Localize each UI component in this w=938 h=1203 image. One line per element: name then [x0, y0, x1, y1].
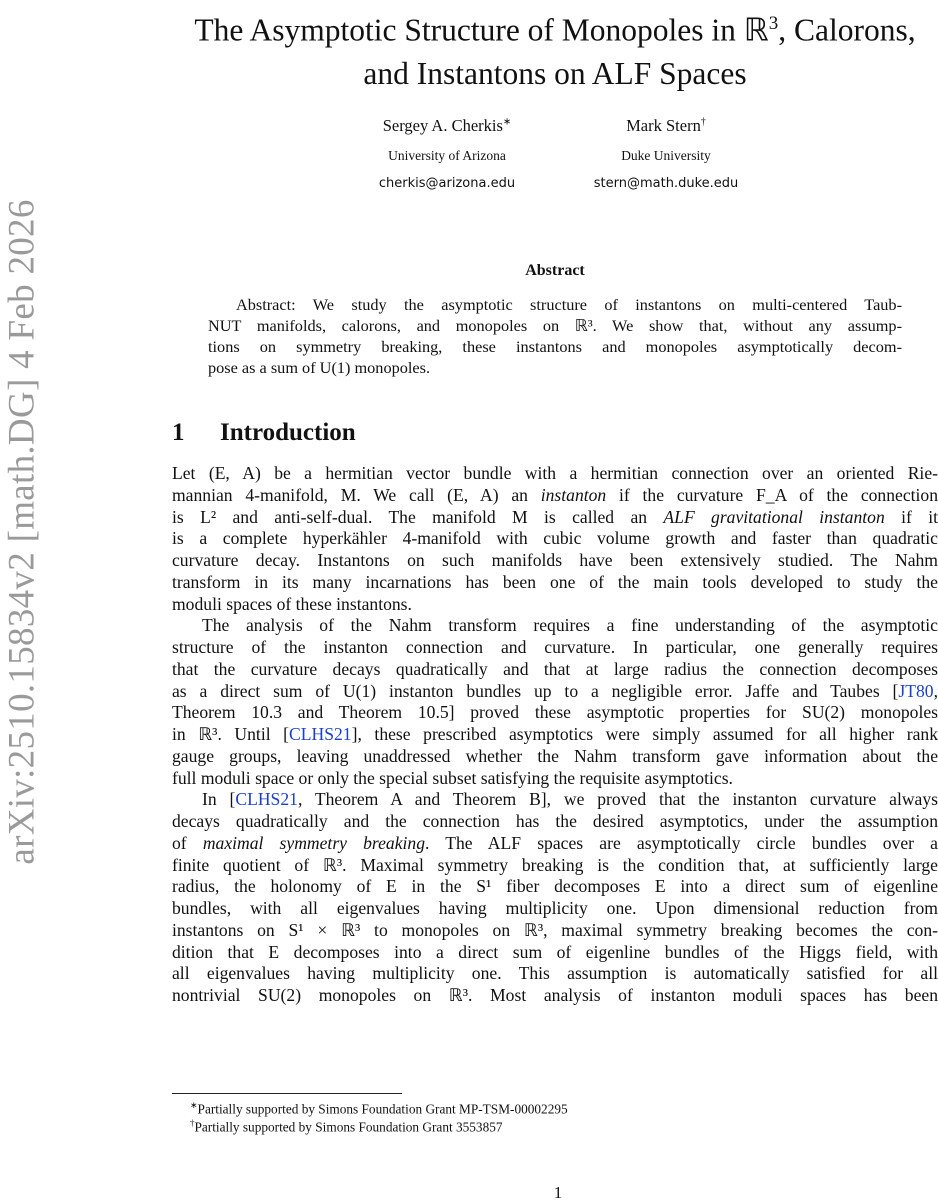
author-block [546, 116, 786, 191]
text-line [172, 876, 938, 898]
text-segment: radius, the holonomy of E in the S¹ fiber decomposes E into a direct sum of eigenline [172, 876, 938, 897]
emphasized-term: ALF gravitational instanton [663, 506, 885, 527]
author-affiliation: University of Arizona [388, 148, 506, 163]
text-segment: Theorem 10.3 and Theorem 10.5] proved these asymptotic properties for SU(2) monopoles [172, 702, 938, 723]
text-segment: structure of the instanton connection and curvature. In particular, one generally requires [172, 637, 938, 657]
text-segment: all eigenvalues having multiplicity one. This assumption is automatically satisfied for all [172, 963, 938, 984]
text-segment: NUT manifolds, calorons, and monopoles on ℝ³. We show that, without any assump- [208, 316, 902, 335]
footnote-text: Partially supported by Simons Foundation Grant 3553857 [194, 1119, 503, 1135]
text-segment: if it [884, 506, 938, 527]
footnote-text: Partially supported by Simons Foundation Grant MP-TSM-00002295 [197, 1101, 568, 1117]
text-segment: Let (E, A) be a hermitian vector bundle with a hermitian connection over an oriented Rie- [172, 463, 938, 483]
footnote-divider [172, 1093, 402, 1094]
text-line [172, 768, 938, 790]
title-line-1: The Asymptotic Structure of Monopoles in ℝ [194, 12, 769, 48]
text-line [208, 357, 902, 378]
author-name: Mark Stern [626, 116, 701, 135]
section-number: 1 [172, 419, 185, 446]
text-segment: is a complete hyperkähler 4-manifold with cubic volume growth and faster than quadratic [172, 528, 938, 549]
text-segment: moduli spaces of these instantons. [172, 593, 412, 614]
text-segment: of [172, 832, 203, 853]
text-line [172, 572, 938, 594]
text-segment: dition that E decomposes into a direct sum of eigenline bundles of the Higgs field, with [172, 941, 938, 962]
text-segment: The analysis of the Nahm transform requires a fine understanding of the asymptotic [202, 615, 938, 636]
text-line [172, 898, 938, 920]
citation-link[interactable]: CLHS21 [235, 789, 298, 810]
emphasized-term: instanton [540, 484, 607, 505]
footnote-mark: ∗ [502, 116, 512, 128]
arxiv-identifier-stamp: arXiv:2510.15834v2 [math.DG] 4 Feb 2026 [1, 199, 43, 865]
text-segment: Abstract: We study the asymptotic structure of instantons on multi-centered Taub- [236, 295, 902, 314]
text-segment: instantons on S¹ × ℝ³ to monopoles on ℝ³, maximal symmetry breaking becomes the con- [172, 919, 938, 940]
text-segment: tions on symmetry breaking, these instantons and monopoles asymptotically decom- [208, 337, 902, 356]
title-line-2: and Instantons on ALF Spaces [363, 55, 747, 91]
footnote-mark: † [700, 116, 706, 128]
abstract-heading: Abstract [525, 262, 585, 279]
text-segment: decays quadratically and the connection has the desired asymptotics, under the assumption [172, 811, 938, 831]
author-block [327, 116, 567, 191]
text-segment: as a direct sum of U(1) instanton bundles up to a negligible error. Jaffe and Taubes [ [172, 680, 899, 701]
footnote-mark: ∗ [190, 1100, 198, 1110]
abstract-body [208, 294, 902, 378]
paragraph [172, 463, 938, 615]
title-line-1-end: , Calorons, [778, 12, 916, 48]
text-line [172, 855, 938, 877]
text-segment: gauge groups, leaving unaddressed whether the Nahm transform gave information about the [172, 745, 938, 766]
text-line [172, 637, 938, 659]
text-line [172, 811, 938, 833]
paper-title [160, 2, 938, 95]
text-segment: is L² and anti-self-dual. The manifold M is called an [172, 506, 664, 527]
text-segment: full moduli space or only the special subset satisfying the requisite asymptotics. [172, 767, 733, 788]
text-line [172, 594, 938, 616]
text-line [172, 702, 938, 724]
text-line [172, 920, 938, 942]
footnote [190, 1100, 568, 1117]
text-line [172, 942, 938, 964]
author-affiliation: Duke University [621, 148, 711, 163]
text-segment: . The ALF spaces are asymptotically circle bundles over a [425, 832, 938, 853]
text-segment: pose as a sum of U(1) monopoles. [208, 358, 431, 377]
text-line [172, 681, 938, 703]
text-segment: , Theorem A and Theorem B], we proved that the instanton curvature always [297, 789, 938, 810]
text-line [172, 528, 938, 550]
text-segment: transform in its many incarnations has been one of the main tools developed to study the [172, 571, 938, 592]
text-line [172, 963, 938, 985]
text-line [172, 724, 938, 746]
text-line [172, 507, 938, 529]
text-line [208, 336, 902, 357]
paragraph [172, 789, 938, 1007]
text-segment: if the curvature F_A of the connection [606, 484, 938, 505]
author-name: Sergey A. Cherkis [382, 116, 503, 135]
footnote [190, 1118, 503, 1135]
text-segment: ], these prescribed asymptotics were simply assumed for all higher rank [351, 724, 938, 744]
page-number: 1 [553, 1183, 563, 1202]
text-line [172, 985, 938, 1007]
text-line [208, 315, 902, 336]
footnote-mark: † [190, 1118, 195, 1128]
citation-link[interactable]: CLHS21 [289, 724, 352, 744]
section-title: Introduction [220, 419, 356, 446]
emphasized-term: maximal symmetry breaking [202, 832, 426, 853]
text-line [172, 833, 938, 855]
text-line [172, 615, 938, 637]
introduction-body [172, 463, 938, 1007]
author-email[interactable]: cherkis@arizona.edu [378, 176, 516, 191]
text-segment: In [ [202, 789, 236, 810]
text-line [172, 550, 938, 572]
paragraph [172, 615, 938, 789]
author-email[interactable]: stern@math.duke.edu [593, 176, 739, 191]
text-segment: curvature decay. Instantons on such manifolds have been extensively studied. The Nahm [172, 550, 938, 570]
text-segment: , [933, 680, 938, 701]
text-line [172, 789, 938, 811]
text-line [172, 746, 938, 768]
text-segment: mannian 4-manifold, M. We call (E, A) an [172, 484, 541, 505]
section-heading [172, 419, 356, 447]
text-line [172, 659, 938, 681]
text-segment: finite quotient of ℝ³. Maximal symmetry breaking is the condition that, at sufficiently large [172, 854, 938, 875]
text-line [208, 294, 902, 315]
text-segment: nontrivial SU(2) monopoles on ℝ³. Most analysis of instanton moduli spaces has been [172, 985, 938, 1005]
text-line [172, 485, 938, 507]
text-segment: bundles, with all eigenvalues having multiplicity one. Upon dimensional reduction from [172, 898, 938, 918]
text-line [172, 463, 938, 485]
text-segment: that the curvature decays quadratically and that at large radius the connection decomposes [172, 658, 938, 679]
title-superscript: 3 [768, 13, 779, 34]
text-segment: in ℝ³. Until [ [172, 724, 290, 744]
citation-link[interactable]: JT80 [898, 680, 934, 701]
